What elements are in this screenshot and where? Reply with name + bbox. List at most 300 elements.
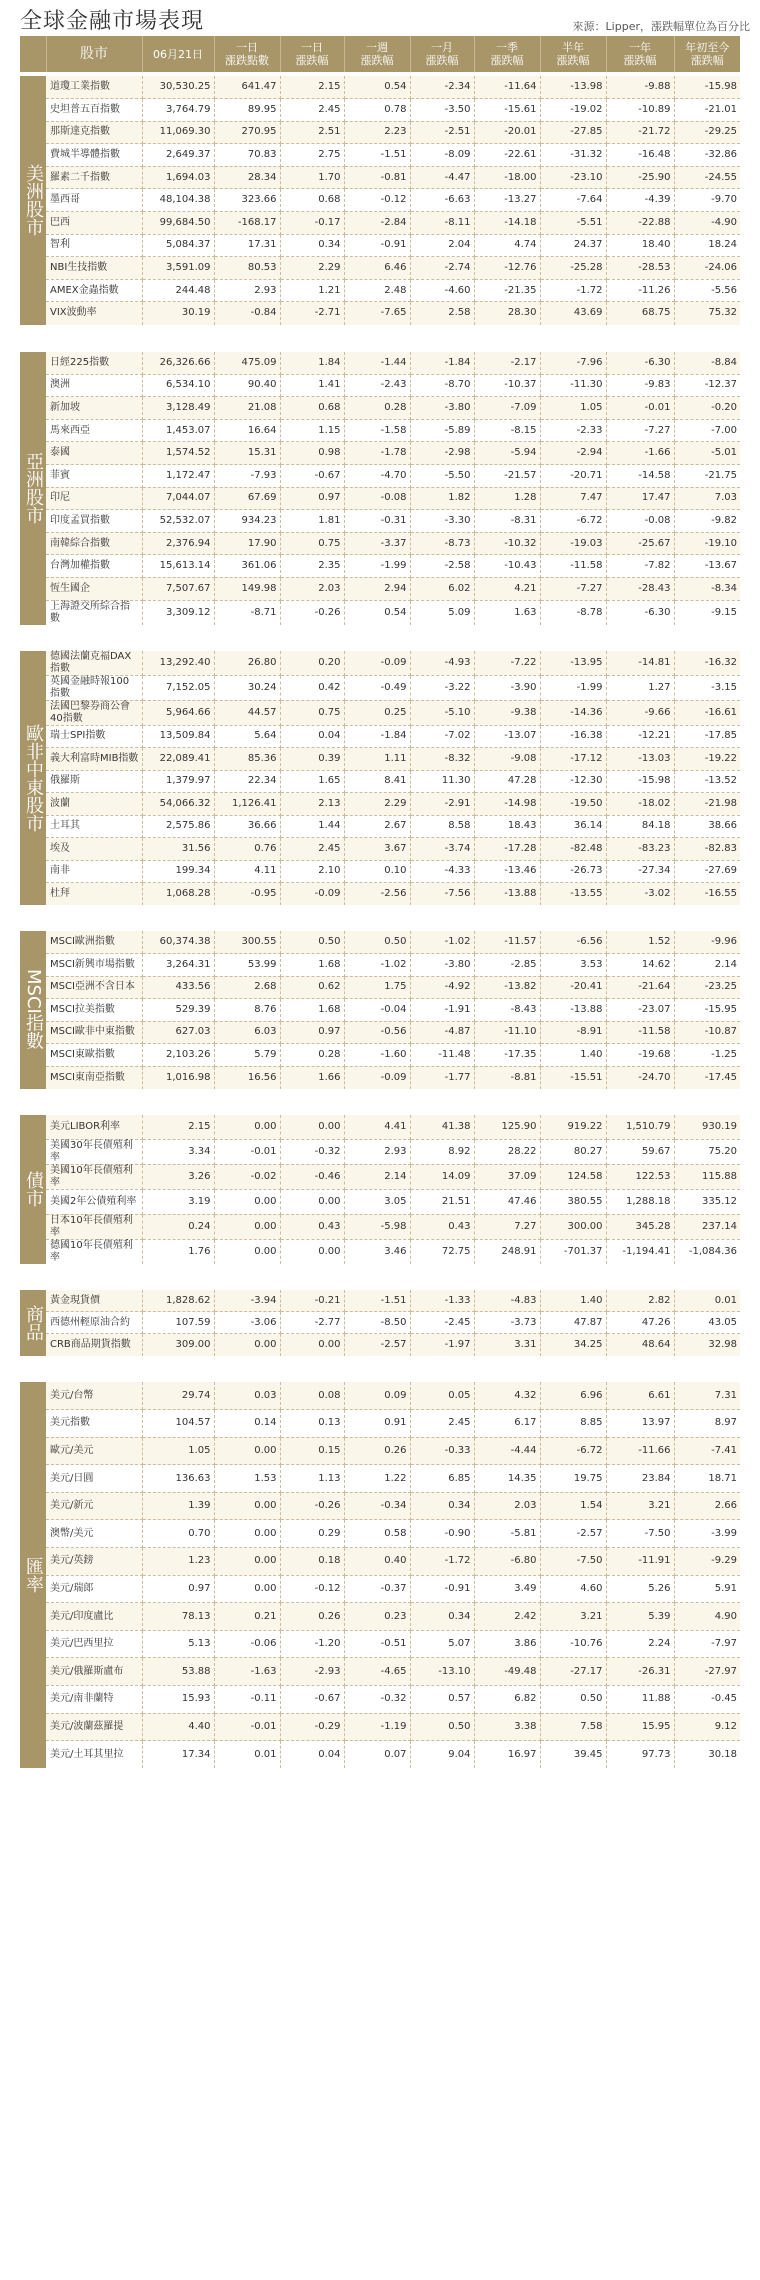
market-value: 80.27 (540, 1139, 606, 1164)
market-value: -8.32 (410, 748, 474, 771)
market-value: 75.20 (674, 1139, 740, 1164)
market-value: -7.02 (410, 725, 474, 748)
table-row (20, 1410, 740, 1438)
market-name: 美國10年長債殖利率 (46, 1164, 142, 1189)
market-value: 5.91 (674, 1575, 740, 1603)
gap-cell (20, 325, 740, 352)
market-value: -49.48 (474, 1658, 540, 1686)
market-value: -12.76 (474, 257, 540, 280)
market-value: -5.56 (674, 279, 740, 302)
market-value: 16.56 (214, 1066, 280, 1089)
market-value: -9.83 (606, 374, 674, 397)
market-value: -27.17 (540, 1658, 606, 1686)
table-row (20, 1548, 740, 1576)
market-value: 18.71 (674, 1465, 740, 1493)
market-value: 0.08 (280, 1382, 344, 1410)
market-value: 3.05 (344, 1189, 410, 1214)
table-row (20, 1492, 740, 1520)
market-value: 30.19 (142, 302, 214, 325)
market-value: 5.26 (606, 1575, 674, 1603)
market-value: 0.34 (410, 1492, 474, 1520)
market-value: 0.00 (214, 1214, 280, 1239)
market-value: -8.78 (540, 600, 606, 625)
market-value: -12.21 (606, 725, 674, 748)
market-value: 0.20 (280, 651, 344, 676)
market-value: -13.10 (410, 1658, 474, 1686)
market-value: 4.74 (474, 234, 540, 257)
market-value: 3,591.09 (142, 257, 214, 280)
market-value: 2.14 (344, 1164, 410, 1189)
table-row (20, 1021, 740, 1044)
market-value: -21.75 (674, 465, 740, 488)
market-name: 美元/日圓 (46, 1465, 142, 1493)
market-value: -2.51 (410, 121, 474, 144)
market-value: -0.29 (280, 1713, 344, 1741)
market-value: -0.08 (344, 487, 410, 510)
table-row (20, 577, 740, 600)
market-value: 2.93 (214, 279, 280, 302)
gap-cell (20, 1264, 740, 1290)
market-name: 義大利富時MIB指數 (46, 748, 142, 771)
market-value: 2.67 (344, 815, 410, 838)
table-row (20, 1312, 740, 1334)
market-value: 6.61 (606, 1382, 674, 1410)
market-value: 0.04 (280, 1741, 344, 1769)
market-value: -8.09 (410, 144, 474, 167)
table-row (20, 397, 740, 420)
market-value: -11.64 (474, 76, 540, 99)
market-value: -13.67 (674, 555, 740, 578)
market-value: 36.66 (214, 815, 280, 838)
market-value: 14.62 (606, 954, 674, 977)
table-row (20, 166, 740, 189)
table-row (20, 1139, 740, 1164)
market-value: 1.68 (280, 954, 344, 977)
market-value: -22.88 (606, 212, 674, 235)
market-value: 0.50 (280, 931, 344, 954)
market-value: -4.70 (344, 465, 410, 488)
market-value: -10.43 (474, 555, 540, 578)
market-value: -9.08 (474, 748, 540, 771)
market-value: -5.89 (410, 419, 474, 442)
market-value: 115.88 (674, 1164, 740, 1189)
table-row (20, 1066, 740, 1089)
market-value: -8.34 (674, 577, 740, 600)
market-value: -0.08 (606, 510, 674, 533)
market-value: 309.00 (142, 1334, 214, 1356)
market-value: -1.77 (410, 1066, 474, 1089)
market-value: 529.39 (142, 999, 214, 1022)
market-value: 68.75 (606, 302, 674, 325)
market-value: 85.36 (214, 748, 280, 771)
market-value: -3.15 (674, 675, 740, 700)
table-row (20, 1713, 740, 1741)
market-value: 0.15 (280, 1437, 344, 1465)
market-value: 930.19 (674, 1115, 740, 1140)
market-value: 5.39 (606, 1603, 674, 1631)
section-label: 債市 (20, 1115, 46, 1264)
market-value: 3.49 (474, 1575, 540, 1603)
market-value: -2.91 (410, 793, 474, 816)
market-value: 18.43 (474, 815, 540, 838)
market-value: 149.98 (214, 577, 280, 600)
market-value: 24.37 (540, 234, 606, 257)
market-value: 1.28 (474, 487, 540, 510)
market-value: 4.40 (142, 1713, 214, 1741)
market-value: 26.80 (214, 651, 280, 676)
market-value: -7.41 (674, 1437, 740, 1465)
market-value: 1,068.28 (142, 883, 214, 906)
market-value: -4.92 (410, 976, 474, 999)
market-value: 3.21 (540, 1603, 606, 1631)
market-value: -1.20 (280, 1630, 344, 1658)
market-value: 84.18 (606, 815, 674, 838)
market-value: 2.24 (606, 1630, 674, 1658)
market-value: 1,126.41 (214, 793, 280, 816)
market-value: -8.81 (474, 1066, 540, 1089)
market-name: 美元/英鎊 (46, 1548, 142, 1576)
market-name: 俄羅斯 (46, 770, 142, 793)
market-name: MSCI東歐指數 (46, 1044, 142, 1067)
market-value: -6.80 (474, 1548, 540, 1576)
market-value: -22.61 (474, 144, 540, 167)
market-name: MSCI亞洲不含日本 (46, 976, 142, 999)
market-value: -0.91 (410, 1575, 474, 1603)
market-value: -3.99 (674, 1520, 740, 1548)
market-value: 433.56 (142, 976, 214, 999)
market-value: -25.90 (606, 166, 674, 189)
market-value: 0.40 (344, 1548, 410, 1576)
market-name: 歐元/美元 (46, 1437, 142, 1465)
market-value: -19.22 (674, 748, 740, 771)
market-value: 6,534.10 (142, 374, 214, 397)
market-value: 0.10 (344, 860, 410, 883)
market-value: -25.28 (540, 257, 606, 280)
market-value: -6.72 (540, 510, 606, 533)
market-value: 0.39 (280, 748, 344, 771)
market-value: 0.00 (214, 1334, 280, 1356)
market-value: 11.30 (410, 770, 474, 793)
market-value: -1.97 (410, 1334, 474, 1356)
market-name: 埃及 (46, 838, 142, 861)
market-value: 59.67 (606, 1139, 674, 1164)
market-value: -9.88 (606, 76, 674, 99)
table-row (20, 279, 740, 302)
market-name: 土耳其 (46, 815, 142, 838)
section-label: 商品 (20, 1290, 46, 1356)
market-value: 1,016.98 (142, 1066, 214, 1089)
market-value: -13.46 (474, 860, 540, 883)
market-value: -0.84 (214, 302, 280, 325)
market-value: 0.28 (280, 1044, 344, 1067)
table-row (20, 1603, 740, 1631)
market-value: -4.47 (410, 166, 474, 189)
market-value: -16.32 (674, 651, 740, 676)
market-value: -16.55 (674, 883, 740, 906)
table-row (20, 76, 740, 99)
market-value: -2.57 (344, 1334, 410, 1356)
market-value: 122.53 (606, 1164, 674, 1189)
market-value: 125.90 (474, 1115, 540, 1140)
market-value: 0.05 (410, 1382, 474, 1410)
market-value: -1.72 (540, 279, 606, 302)
market-name: 英國金融時報100指數 (46, 675, 142, 700)
market-value: -2.85 (474, 954, 540, 977)
market-value: -5.98 (344, 1214, 410, 1239)
market-value: 6.17 (474, 1410, 540, 1438)
market-value: -11.26 (606, 279, 674, 302)
market-value: 0.26 (280, 1603, 344, 1631)
table-row (20, 1044, 740, 1067)
market-value: -21.72 (606, 121, 674, 144)
market-value: 237.14 (674, 1214, 740, 1239)
market-value: -3.37 (344, 532, 410, 555)
market-value: 1.82 (410, 487, 474, 510)
market-value: 1,574.52 (142, 442, 214, 465)
market-value: -0.01 (214, 1139, 280, 1164)
market-value: -16.38 (540, 725, 606, 748)
market-name: NBI生技指數 (46, 257, 142, 280)
market-value: 5,084.37 (142, 234, 214, 257)
market-value: 2,575.86 (142, 815, 214, 838)
market-value: 0.09 (344, 1382, 410, 1410)
market-value: 4.41 (344, 1115, 410, 1140)
market-value: -21.35 (474, 279, 540, 302)
market-value: 72.75 (410, 1239, 474, 1264)
market-value: -1.51 (344, 144, 410, 167)
market-value: -8.70 (410, 374, 474, 397)
market-value: 0.70 (142, 1520, 214, 1548)
market-name: 美元LIBOR利率 (46, 1115, 142, 1140)
market-value: -15.51 (540, 1066, 606, 1089)
market-value: -1.33 (410, 1290, 474, 1312)
market-value: -2.45 (410, 1312, 474, 1334)
market-value: -9.66 (606, 700, 674, 725)
market-value: -15.98 (606, 770, 674, 793)
market-value: 0.29 (280, 1520, 344, 1548)
market-value: -29.25 (674, 121, 740, 144)
table-row (20, 725, 740, 748)
market-value: -5.10 (410, 700, 474, 725)
market-value: 0.50 (344, 931, 410, 954)
table-row (20, 465, 740, 488)
market-value: 1.63 (474, 600, 540, 625)
market-value: -1.63 (214, 1658, 280, 1686)
table-row (20, 1658, 740, 1686)
market-value: 8.92 (410, 1139, 474, 1164)
market-value: -13.03 (606, 748, 674, 771)
market-value: -1.51 (344, 1290, 410, 1312)
market-value: 5.07 (410, 1630, 474, 1658)
market-value: 99,684.50 (142, 212, 214, 235)
market-value: 0.42 (280, 675, 344, 700)
market-value: 2.45 (280, 99, 344, 122)
market-value: 0.62 (280, 976, 344, 999)
market-value: 1.44 (280, 815, 344, 838)
market-value: 26,326.66 (142, 352, 214, 375)
market-value: 6.82 (474, 1685, 540, 1713)
market-value: -0.81 (344, 166, 410, 189)
market-value: 0.50 (410, 1713, 474, 1741)
market-value: 15.95 (606, 1713, 674, 1741)
market-value: -0.91 (344, 234, 410, 257)
market-value: -8.50 (344, 1312, 410, 1334)
market-value: 0.34 (410, 1603, 474, 1631)
market-value: -28.53 (606, 257, 674, 280)
market-value: -13.27 (474, 189, 540, 212)
table-row (20, 419, 740, 442)
market-value: 3.31 (474, 1334, 540, 1356)
market-value: -0.17 (280, 212, 344, 235)
table-row (20, 976, 740, 999)
market-value: -3.90 (474, 675, 540, 700)
market-value: 627.03 (142, 1021, 214, 1044)
market-value: 0.00 (280, 1239, 344, 1264)
market-value: 1.27 (606, 675, 674, 700)
market-value: 23.84 (606, 1465, 674, 1493)
market-value: 41.38 (410, 1115, 474, 1140)
market-name: 杜拜 (46, 883, 142, 906)
market-value: 1.21 (280, 279, 344, 302)
market-value: 16.97 (474, 1741, 540, 1769)
market-value: -2.56 (344, 883, 410, 906)
market-value: 18.40 (606, 234, 674, 257)
table-row (20, 189, 740, 212)
market-name: 菲賓 (46, 465, 142, 488)
market-value: 28.34 (214, 166, 280, 189)
page-header (0, 0, 760, 36)
market-name: 台灣加權指數 (46, 555, 142, 578)
market-value: 47.28 (474, 770, 540, 793)
market-value: 4.90 (674, 1603, 740, 1631)
market-value: -21.98 (674, 793, 740, 816)
market-value: 2.03 (280, 577, 344, 600)
market-value: 1,379.97 (142, 770, 214, 793)
market-value: 0.75 (280, 532, 344, 555)
market-value: 5,964.66 (142, 700, 214, 725)
column-header: 一月 漲跌幅 (410, 36, 474, 72)
market-value: -13.52 (674, 770, 740, 793)
market-value: 361.06 (214, 555, 280, 578)
market-name: 波蘭 (46, 793, 142, 816)
market-value: -82.48 (540, 838, 606, 861)
table-row (20, 838, 740, 861)
market-value: -0.21 (280, 1290, 344, 1312)
market-value: -0.90 (410, 1520, 474, 1548)
market-value: 1.40 (540, 1290, 606, 1312)
market-value: 8.97 (674, 1410, 740, 1438)
market-value: 18.24 (674, 234, 740, 257)
market-value: -11.48 (410, 1044, 474, 1067)
market-value: 30.18 (674, 1741, 740, 1769)
market-value: 1,828.62 (142, 1290, 214, 1312)
market-name: CRB商品期貨指數 (46, 1334, 142, 1356)
market-value: 6.03 (214, 1021, 280, 1044)
market-value: 43.05 (674, 1312, 740, 1334)
market-value: 60,374.38 (142, 931, 214, 954)
gap-cell (20, 905, 740, 931)
column-header: 股市 (46, 36, 142, 72)
market-value: 0.97 (280, 1021, 344, 1044)
market-value: 7.47 (540, 487, 606, 510)
market-value: 1.22 (344, 1465, 410, 1493)
market-value: 0.75 (280, 700, 344, 725)
section-gap (20, 1089, 740, 1115)
section-label: 亞洲股市 (20, 352, 46, 625)
market-value: 0.68 (280, 189, 344, 212)
market-value: -0.32 (344, 1685, 410, 1713)
market-value: 2.45 (410, 1410, 474, 1438)
section-gap (20, 325, 740, 352)
table-row (20, 954, 740, 977)
market-name: 美元/巴西里拉 (46, 1630, 142, 1658)
market-value: -1.99 (540, 675, 606, 700)
market-value: -1.19 (344, 1713, 410, 1741)
market-value: -0.49 (344, 675, 410, 700)
market-value: -0.01 (214, 1713, 280, 1741)
market-value: -31.32 (540, 144, 606, 167)
market-value: -4.87 (410, 1021, 474, 1044)
market-value: -20.41 (540, 976, 606, 999)
market-value: 2.13 (280, 793, 344, 816)
market-value: -3.30 (410, 510, 474, 533)
section-label: 歐非中東股市 (20, 651, 46, 906)
market-value: -32.86 (674, 144, 740, 167)
table-row (20, 700, 740, 725)
market-value: 0.91 (344, 1410, 410, 1438)
market-value: -7.09 (474, 397, 540, 420)
market-value: -6.56 (540, 931, 606, 954)
market-value: -0.33 (410, 1437, 474, 1465)
market-value: 1.84 (280, 352, 344, 375)
market-value: 7.58 (540, 1713, 606, 1741)
market-value: 7,152.05 (142, 675, 214, 700)
market-value: -0.09 (280, 883, 344, 906)
market-value: 7,044.07 (142, 487, 214, 510)
market-value: -10.89 (606, 99, 674, 122)
market-value: -3.80 (410, 954, 474, 977)
market-value: 3.86 (474, 1630, 540, 1658)
table-row (20, 1741, 740, 1769)
table-row (20, 487, 740, 510)
market-value: 1.52 (606, 931, 674, 954)
market-value: 3,264.31 (142, 954, 214, 977)
market-name: 日本10年長債殖利率 (46, 1214, 142, 1239)
market-value: 1.68 (280, 999, 344, 1022)
market-value: 1.75 (344, 976, 410, 999)
market-value: -2.93 (280, 1658, 344, 1686)
market-value: -11.57 (474, 931, 540, 954)
market-value: -15.95 (674, 999, 740, 1022)
market-value: -3.73 (474, 1312, 540, 1334)
market-value: 2.15 (142, 1115, 214, 1140)
market-value: 4.11 (214, 860, 280, 883)
market-value: -2.58 (410, 555, 474, 578)
table-row (20, 999, 740, 1022)
market-value: -13.82 (474, 976, 540, 999)
market-value: 90.40 (214, 374, 280, 397)
market-value: 270.95 (214, 121, 280, 144)
market-value: 2.15 (280, 76, 344, 99)
market-value: 0.57 (410, 1685, 474, 1713)
market-value: -19.50 (540, 793, 606, 816)
market-value: 13,292.40 (142, 651, 214, 676)
market-value: -2.34 (410, 76, 474, 99)
market-value: 380.55 (540, 1189, 606, 1214)
market-value: 0.54 (344, 600, 410, 625)
market-value: 2,103.26 (142, 1044, 214, 1067)
market-value: 7,507.67 (142, 577, 214, 600)
